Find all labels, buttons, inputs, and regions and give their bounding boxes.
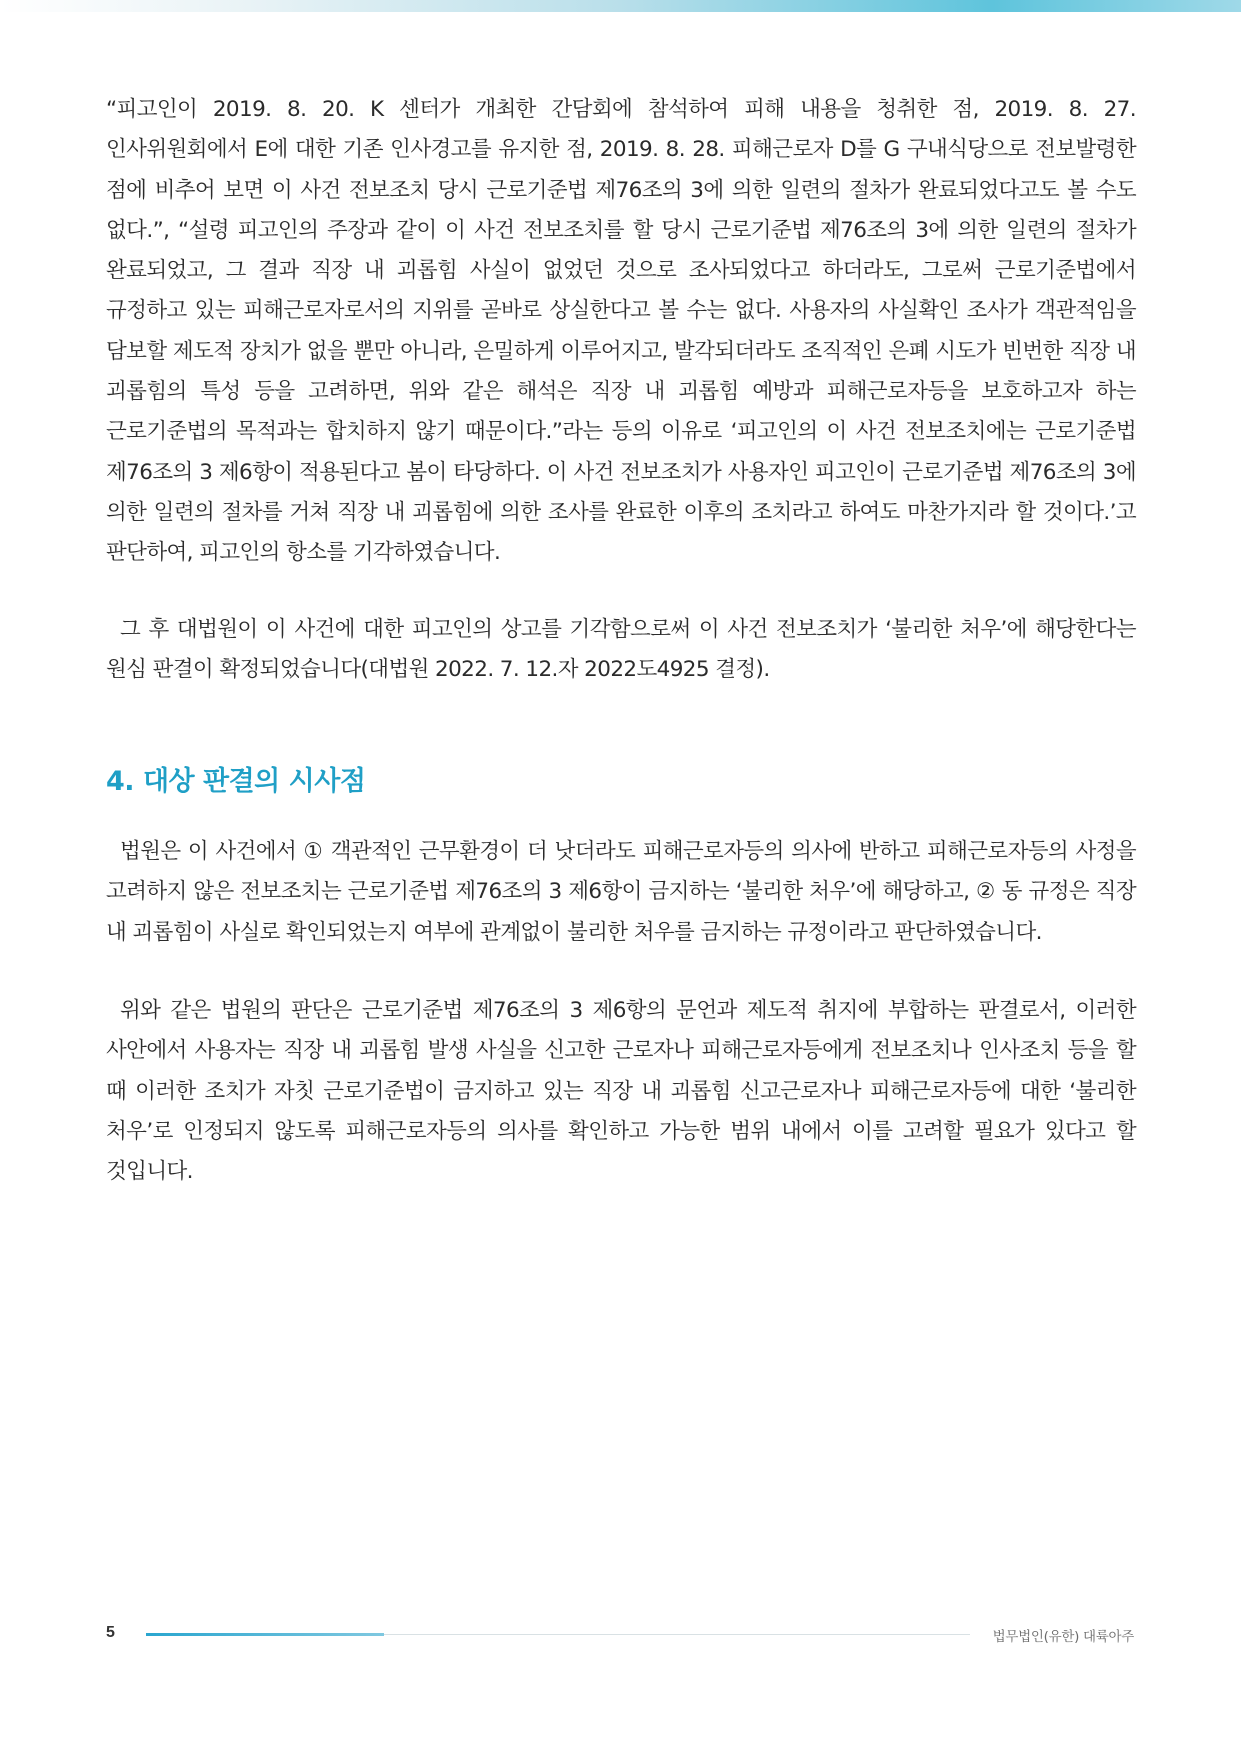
top-gradient-bar: [0, 0, 1241, 12]
footer-accent-line: [146, 1633, 384, 1636]
paragraph-court-reasoning: “피고인이 2019. 8. 20. K 센터가 개최한 간담회에 참석하여 피해 내용을 청취한 점, 2019. 8. 27. 인사위원회에서 E에 대한 기존 인사경고를 유지한 점, 2019. 8. 28. 피해근로자 D를 G 구내식당으로 전보발령한 점에 비추어 보면 이 사건 전보조치 당시 근로기준법 제76조의 3에 의한 일련의 절차가 완료되었다고도 볼 수도 없다.”, “설령 피고인의 주장과 같이 이 사건 전보조치를 할 당시 근로기준법 제76조의 3에 의한 일련의 절차가 완료되었고, 그 결과 직장 내 괴롭힘 사실이 없었던 것으로 조사되었다고 하더라도, 그로써 근로기준법에서 규정하고 있는 피해근로자로서의 지위를 곧바로 상실한다고 볼 수는 없다. 사용자의 사실확인 조사가 객관적임을 담보할 제도적 장치가 없을 뿐만 아니라, 은밀하게 이루어지고, 발각되더라도 조직적인 은폐 시도가 빈번한 직장 내 괴롭힘의 특성 등을 고려하면, 위와 같은 해석은 직장 내 괴롭힘 예방과 피해근로자등을 보호하고자 하는 근로기준법의 목적과는 합치하지 않기 때문이다.”라는 등의 이유로 ‘피고인의 이 사건 전보조치에는 근로기준법 제76조의 3 제6항이 적용된다고 봄이 타당하다. 이 사건 전보조치가 사용자인 피고인이 근로기준법 제76조의 3에 의한 일련의 절차를 거쳐 직장 내 괴롭힘에 의한 조사를 완료한 이후의 조치라고 하여도 마찬가지라 할 것이다.’고 판단하여, 피고인의 항소를 기각하였습니다.: [106, 97, 1136, 566]
footer-divider-line: [384, 1634, 970, 1635]
document-body: [106, 90, 1136, 1193]
paragraph-conclusion: 위와 같은 법원의 판단은 근로기준법 제76조의 3 제6항의 문언과 제도적 취지에 부합하는 판결로서, 이러한 사안에서 사용자는 직장 내 괴롭힘 발생 사실을 신고한 근로자나 피해근로자등에게 전보조치나 인사조치 등을 할 때 이러한 조치가 자칫 근로기준법이 금지하고 있는 직장 내 괴롭힘 신고근로자나 피해근로자등에 대한 ‘불리한 처우’로 인정되지 않도록 피해근로자등의 의사를 확인하고 가능한 범위 내에서 이를 고려할 필요가 있다고 할 것입니다.: [106, 998, 1136, 1185]
page-number: 5: [106, 1624, 115, 1641]
footer-brand-name: 법무법인(유한) 대륙아주: [992, 1629, 1134, 1645]
paragraph-implications: 법원은 이 사건에서 ① 객관적인 근무환경이 더 낫더라도 피해근로자등의 의사에 반하고 피해근로자등의 사정을 고려하지 않은 전보조치는 근로기준법 제76조의 3 제6항이 금지하는 ‘불리한 처우’에 해당하고, ② 동 규정은 직장 내 괴롭힘이 사실로 확인되었는지 여부에 관계없이 불리한 처우를 금지하는 규정이라고 판단하였습니다.: [106, 839, 1136, 945]
paragraph-supreme-court: 그 후 대법원이 이 사건에 대한 피고인의 상고를 기각함으로써 이 사건 전보조치가 ‘불리한 처우’에 해당한다는 원심 판결이 확정되었습니다(대법원 2022. 7. 12.자 2022도4925 결정).: [106, 616, 1136, 682]
section-heading: 4. 대상 판결의 시사점: [106, 766, 366, 798]
